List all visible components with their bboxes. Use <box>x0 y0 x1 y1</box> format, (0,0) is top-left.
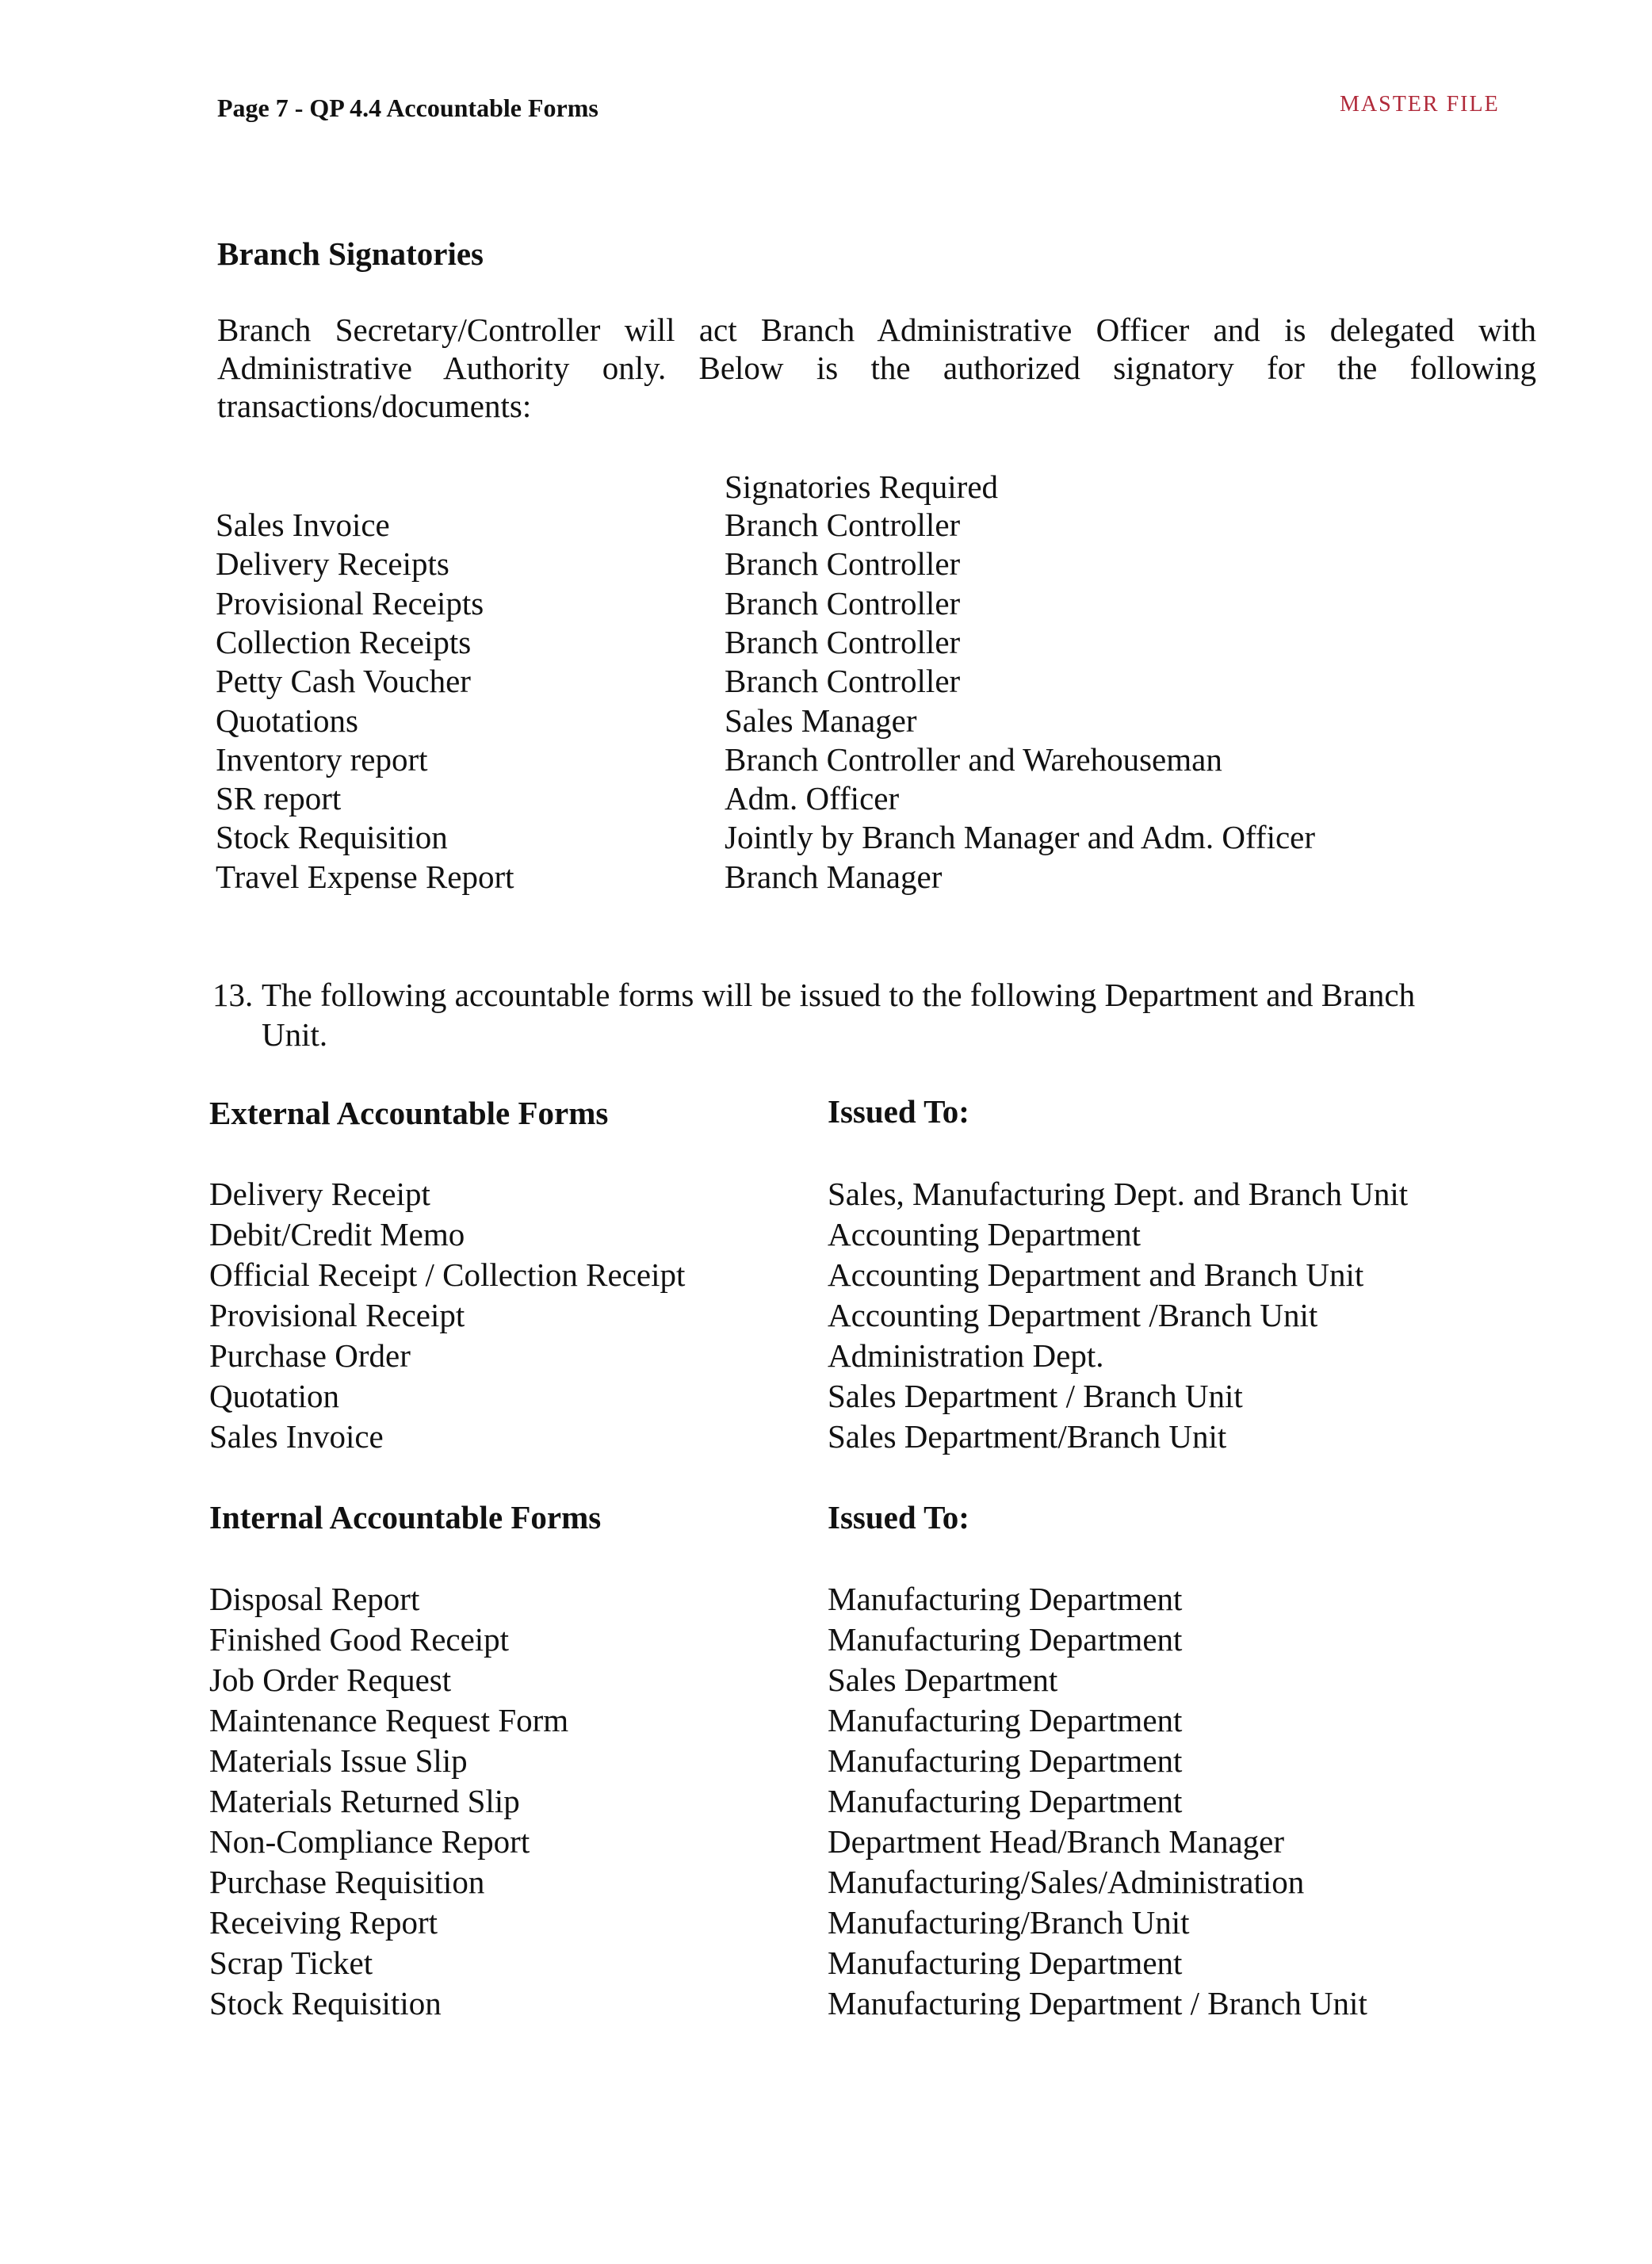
internal-form-row-value: Manufacturing Department <box>828 1742 1183 1779</box>
external-form-row-name: Delivery Receipt <box>209 1176 430 1212</box>
internal-form-row-name: Maintenance Request Form <box>209 1702 569 1738</box>
signatory-row-value: Branch Controller <box>725 584 961 621</box>
page-header-left: Page 7 - QP 4.4 Accountable Forms <box>217 94 598 122</box>
internal-form-row-name: Materials Issue Slip <box>209 1742 468 1779</box>
signatory-row-name: Delivery Receipts <box>216 545 449 583</box>
internal-forms-title: Internal Accountable Forms <box>209 1499 602 1535</box>
signatory-row-value: Jointly by Branch Manager and Adm. Officer <box>725 819 1316 856</box>
external-form-row-value: Accounting Department /Branch Unit <box>828 1297 1318 1333</box>
internal-form-row-value: Manufacturing Department / Branch Unit <box>828 1985 1367 2021</box>
internal-form-row-name: Scrap Ticket <box>209 1945 373 1981</box>
signatory-row-name: Quotations <box>216 702 358 739</box>
signatory-row-value: Branch Controller <box>725 663 961 700</box>
signatory-row-value: Branch Controller <box>725 507 961 543</box>
master-file-label: MASTER FILE <box>1340 92 1500 117</box>
signatory-row-name: Stock Requisition <box>216 819 448 856</box>
signatory-row-name: Inventory report <box>216 740 428 778</box>
signatory-row-value: Branch Controller <box>725 545 961 583</box>
signatory-row-name: SR report <box>216 780 342 817</box>
external-form-row-name: Sales Invoice <box>209 1418 384 1455</box>
external-form-row-value: Accounting Department <box>828 1216 1141 1252</box>
branch-signatories-intro: Branch Secretary/Controller will act Branch Administrative Officer and is delegated with Administrative Authority only. Below is the authorized signatory for the following transactions/documents: <box>217 312 1536 424</box>
internal-form-row-name: Purchase Requisition <box>209 1864 485 1900</box>
internal-form-row-value: Manufacturing Department <box>828 1702 1183 1738</box>
item-13-line1: The following accountable forms will be issued to the following Department and Branch <box>262 977 1416 1013</box>
signatories-required-header: Signatories Required <box>725 468 999 505</box>
internal-form-row-name: Receiving Report <box>209 1904 438 1941</box>
internal-form-row-name: Finished Good Receipt <box>209 1621 510 1658</box>
external-form-row-value: Administration Dept. <box>828 1337 1104 1374</box>
external-form-row-value: Sales, Manufacturing Dept. and Branch Unit <box>828 1176 1409 1212</box>
external-form-row-value: Sales Department / Branch Unit <box>828 1378 1243 1414</box>
signatory-row-value: Branch Controller and Warehouseman <box>725 740 1222 778</box>
signatory-row-value: Branch Manager <box>725 858 943 895</box>
external-form-row-value: Sales Department/Branch Unit <box>828 1418 1227 1455</box>
external-form-row-name: Quotation <box>209 1378 339 1414</box>
external-form-row-name: Purchase Order <box>209 1337 411 1374</box>
external-form-row-name: Official Receipt / Collection Receipt <box>209 1256 686 1293</box>
internal-form-row-value: Manufacturing Department <box>828 1581 1183 1617</box>
external-form-row-name: Debit/Credit Memo <box>209 1216 465 1252</box>
internal-form-row-name: Disposal Report <box>209 1581 420 1617</box>
signatory-row-name: Provisional Receipts <box>216 584 484 621</box>
external-forms-title: External Accountable Forms <box>209 1095 609 1131</box>
signatory-row-name: Travel Expense Report <box>216 858 514 895</box>
signatory-row-value: Branch Controller <box>725 623 961 660</box>
internal-form-row-value: Manufacturing Department <box>828 1621 1183 1658</box>
signatory-row-name: Collection Receipts <box>216 623 472 660</box>
item-13-line2: Unit. <box>262 1016 328 1053</box>
internal-form-row-value: Manufacturing Department <box>828 1783 1183 1819</box>
internal-form-row-value: Department Head/Branch Manager <box>828 1823 1285 1860</box>
external-form-row-value: Accounting Department and Branch Unit <box>828 1256 1364 1293</box>
internal-form-row-value: Manufacturing/Sales/Administration <box>828 1864 1305 1900</box>
item-number: 13. <box>212 977 254 1013</box>
signatory-row-value: Adm. Officer <box>725 780 900 817</box>
internal-form-row-name: Job Order Request <box>209 1662 452 1698</box>
external-form-row-name: Provisional Receipt <box>209 1297 465 1333</box>
external-issued-header: Issued To: <box>828 1093 969 1130</box>
signatory-row-name: Sales Invoice <box>216 507 390 543</box>
internal-form-row-name: Materials Returned Slip <box>209 1783 520 1819</box>
internal-form-row-value: Manufacturing/Branch Unit <box>828 1904 1190 1941</box>
internal-form-row-name: Non-Compliance Report <box>209 1823 530 1860</box>
internal-issued-header: Issued To: <box>828 1499 969 1535</box>
branch-signatories-title: Branch Signatories <box>217 235 484 272</box>
internal-form-row-value: Sales Department <box>828 1662 1058 1698</box>
internal-form-row-name: Stock Requisition <box>209 1985 442 2021</box>
internal-form-row-value: Manufacturing Department <box>828 1945 1183 1981</box>
signatory-row-value: Sales Manager <box>725 702 917 739</box>
signatory-row-name: Petty Cash Voucher <box>216 663 471 700</box>
item-13 <box>212 975 1544 1054</box>
